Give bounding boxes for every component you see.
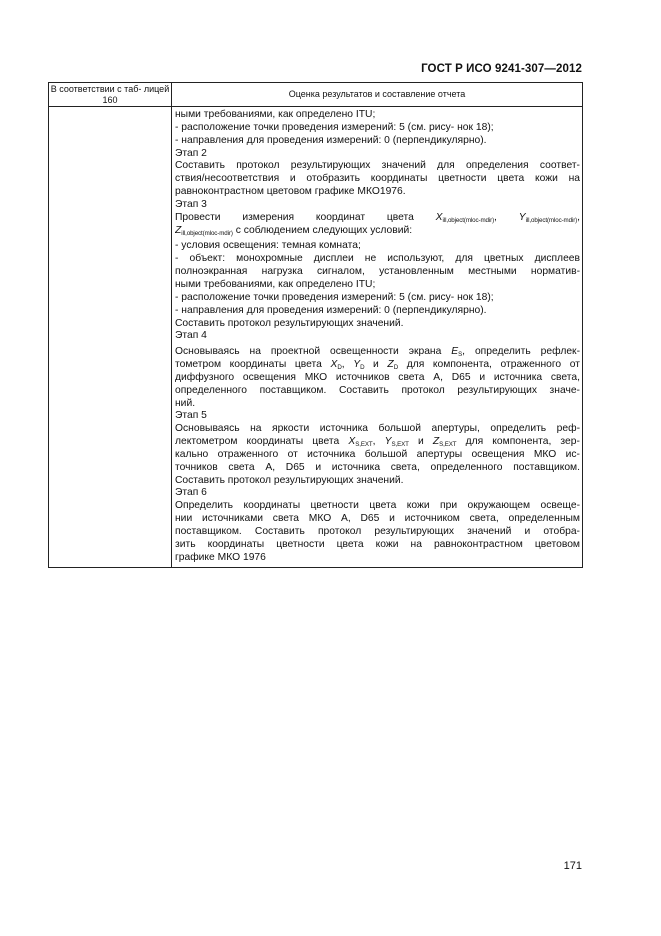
text-line: - направления для проведения измерений: 0 (перпендикулярно). — [175, 134, 487, 146]
text-line: Составить протокол результирующих значений. — [175, 474, 404, 486]
text-line: поставщиком. Составить протокол результирующих значений и отобра- — [175, 526, 580, 537]
text-line: графике МКО 1976 — [175, 551, 266, 563]
col1-header: В соответствии с таб- лицей 160 — [49, 83, 172, 107]
stage-heading: Этап 3 — [175, 198, 207, 210]
text-line: - направления для проведения измерений: 0 (перпендикулярно). — [175, 304, 487, 316]
text-line: кально отраженного от источника большой апертуры освещения МКО ис- — [175, 448, 580, 460]
text-line: - расположение точки проведения измерений: 5 (см. рису- нок 18); — [175, 121, 494, 133]
text-line: Определить координаты цветности цвета кожи при окружающем освеще- — [175, 500, 580, 512]
text-line: диффузного освещения МКО источников света A, D65 и источника света, — [175, 371, 580, 383]
table-row — [49, 107, 583, 568]
text-line: ными требованиями, как определено ITU; — [175, 278, 376, 290]
text-line: определенного поставщиком. Составить протокол результирующих значе- — [175, 384, 580, 396]
evaluation-text-cell — [172, 107, 583, 568]
formula-line: Провести измерения координат цвета $X_{ill,object(mloc-mdir)}$, $Y_{ill,object(mloc-mdir)}$, — [175, 211, 580, 224]
document-header: ГОСТ Р ИСО 9241-307—2012 — [421, 63, 582, 75]
text-line: Составить протокол результирующих значений. — [175, 317, 404, 329]
table-header-row — [49, 83, 583, 107]
text-line: нии источниками света МКО А, D65 и источником света, определенным — [175, 513, 580, 525]
stage-heading: Этап 5 — [175, 410, 207, 422]
text-line: ний. — [175, 397, 196, 409]
formula-line: тометром координаты цвета $X_D$, $Y_D$ и $Z_D$ для компонента, отраженного от — [175, 359, 580, 372]
text-line: точников света A, D65 и источника света, определенного поставщиком. — [175, 461, 580, 473]
page-number: 171 — [563, 860, 582, 872]
text-line: Основываясь на яркости источника большой апертуры, определить реф- — [175, 423, 580, 435]
col2-header: Оценка результатов и составление отчета — [172, 83, 583, 107]
stage-heading: Этап 2 — [175, 147, 207, 159]
text-line: - условия освещения: темная комната; — [175, 240, 361, 252]
text-line: зить координаты цветности цвета кожи на равноконтрастном цветовом — [175, 538, 580, 550]
text-line: - расположение точки проведения измерений: 5 (см. рису- нок 18); — [175, 291, 494, 303]
text-line: Составить протокол результирующих значений для определения соответ- — [175, 160, 580, 172]
formula-line: $Z_{ill,object(mloc-mdir)}$ с соблюдением следующих условий: — [175, 224, 413, 237]
text-line: равноконтрастном цветовом графике МКО1976. — [175, 186, 406, 198]
evaluation-table — [48, 82, 583, 568]
text-line: - объект: монохромные дисплеи не используют, для цветных дисплеев — [175, 253, 580, 265]
stage-heading: Этап 4 — [175, 330, 207, 342]
formula-line: лектометром координаты цвета $X_{S,EXT}$, $Y_{S,EXT}$ и $Z_{S,EXT}$ для компонента, зер- — [175, 436, 580, 449]
stage-heading: Этап 6 — [175, 487, 207, 499]
formula-line: Основываясь на проектной освещенности экрана $E_S$, определить рефлек- — [175, 346, 580, 359]
text-line: ными требованиями, как определено ITU; — [175, 109, 376, 120]
text-line: ствия/несоответствия и отобразить координаты цветности цвета кожи на — [175, 173, 580, 185]
text-line: полноэкранная нагрузка сигналом, установленным местными норматив- — [175, 266, 580, 278]
reference-cell — [49, 107, 172, 568]
